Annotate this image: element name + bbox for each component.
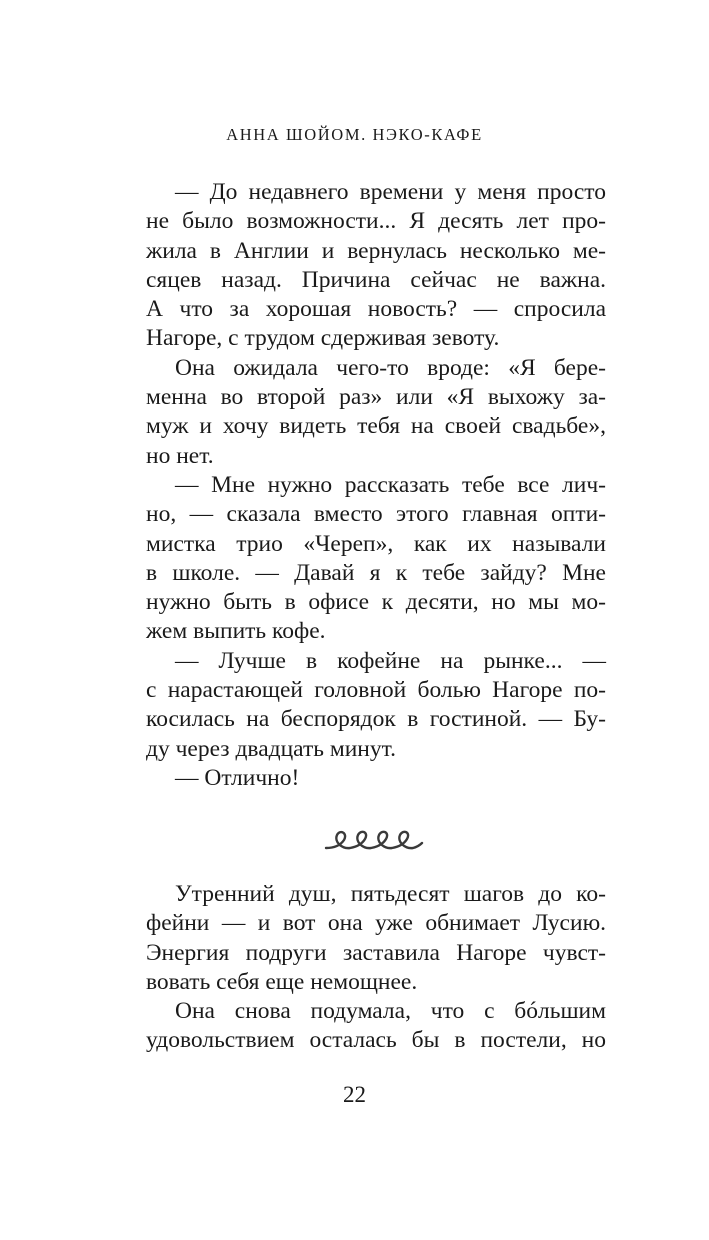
- text-line: нужно быть в офисе к десяти, но мы мо-: [146, 589, 606, 616]
- page-number: 22: [343, 1082, 366, 1107]
- text-line: вовать себя еще немощнее.: [146, 968, 418, 995]
- text-line: но, — сказала вместо этого главная опти-: [146, 501, 606, 528]
- text-line: Нагоре, с трудом сдерживая зевоту.: [146, 325, 500, 352]
- text-block-narrative: [146, 880, 606, 1056]
- text-block-dialogue: [146, 178, 606, 793]
- text-line: жила в Англии и вернулась несколько ме-: [146, 237, 606, 264]
- text-line: ду через двадцать минут.: [146, 735, 396, 762]
- text-line: Энергия подруги заставила Нагоре чувст-: [146, 939, 606, 966]
- text-line: но нет.: [146, 442, 214, 469]
- text-line: — Отлично!: [175, 764, 300, 791]
- text-line: жем выпить кофе.: [146, 618, 326, 645]
- text-line: сяцев назад. Причина сейчас не важна.: [146, 266, 606, 293]
- running-head: АННА ШОЙОМ. НЭКО-КАФЕ: [226, 125, 483, 144]
- text-line: муж и хочу видеть тебя на своей свадьбе»,: [146, 413, 606, 440]
- text-line: мистка трио «Череп», как их называли: [146, 530, 606, 557]
- text-line: А что за хорошая новость? — спросила: [146, 296, 606, 323]
- text-line: — Лучше в кофейне на рынке... —: [175, 647, 606, 674]
- text-line: с нарастающей головной болью Нагоре по-: [146, 677, 606, 704]
- text-line: Она ожидала чего-то вроде: «Я бере-: [175, 354, 606, 381]
- text-line: не было возможности... Я десять лет про-: [146, 208, 606, 235]
- scene-break-loops-icon: [322, 820, 426, 860]
- text-line: — Мне нужно рассказать тебе все лич-: [175, 471, 606, 498]
- text-line: Она снова подумала, что с бóльшим: [175, 998, 606, 1025]
- text-line: — До недавнего времени у меня просто: [175, 179, 606, 205]
- text-line: удовольствием осталась бы в постели, но: [146, 1027, 606, 1054]
- text-line: Утренний душ, пятьдесят шагов до ко-: [175, 881, 606, 907]
- text-line: косилась на беспорядок в гостиной. — Бу-: [146, 706, 606, 733]
- text-line: в школе. — Давай я к тебе зайду? Мне: [146, 559, 606, 586]
- text-line: менна во второй раз» или «Я выхожу за-: [146, 384, 606, 411]
- text-line: фейни — и вот она уже обнимает Лусию.: [146, 910, 606, 937]
